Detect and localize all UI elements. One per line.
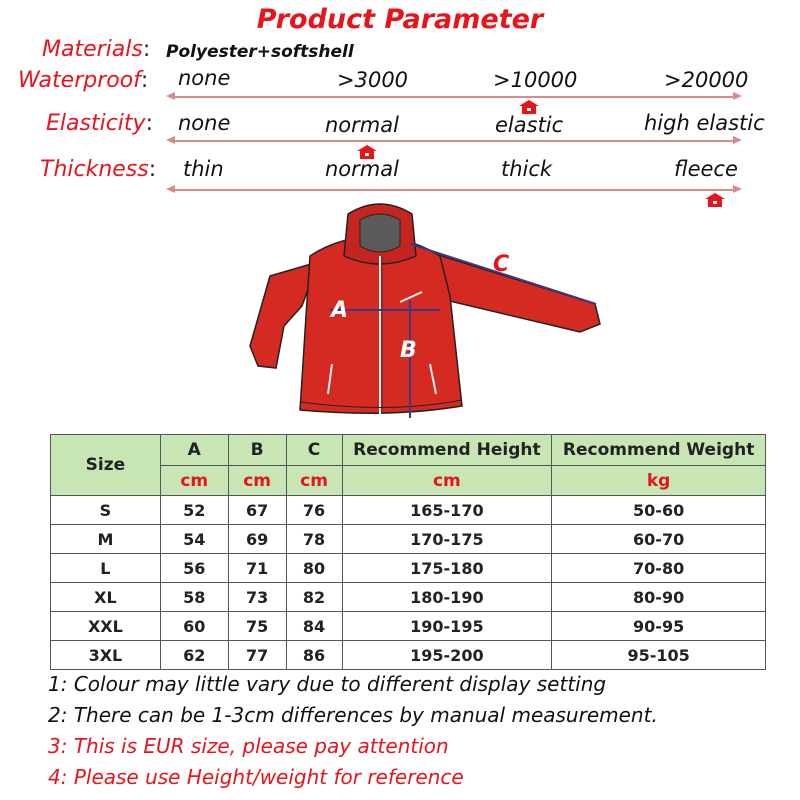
note-3: 3: This is EUR size, please pay attention (48, 734, 449, 758)
height-cell: 180-190 (342, 583, 552, 612)
table-row (51, 612, 766, 641)
a-cell: 52 (160, 496, 228, 525)
b-cell: 75 (228, 612, 286, 641)
a-cell: 54 (160, 525, 228, 554)
page-title: Product Parameter (256, 4, 544, 35)
weight-cell: 95-105 (552, 641, 766, 670)
column-header-weight: Recommend Weight (552, 435, 766, 466)
c-cell: 76 (286, 496, 342, 525)
note-4: 4: Please use Height/weight for reference (48, 765, 464, 789)
unit-b: cm (228, 466, 286, 496)
size-cell: M (51, 525, 161, 554)
size-cell: 3XL (51, 641, 161, 670)
b-cell: 73 (228, 583, 286, 612)
measure-b-label: B (400, 338, 417, 363)
column-header-a: A (160, 435, 228, 466)
table-row (51, 496, 766, 525)
waterproof-option-3000: >3000 (337, 68, 409, 92)
waterproof-option-none: none (178, 66, 231, 90)
waterproof-selected-marker-icon (519, 100, 539, 114)
height-cell: 195-200 (342, 641, 552, 670)
table-row (51, 525, 766, 554)
table-row (51, 554, 766, 583)
elasticity-option-normal: normal (325, 113, 399, 137)
height-cell: 170-175 (342, 525, 552, 554)
a-cell: 60 (160, 612, 228, 641)
unit-c: cm (286, 466, 342, 496)
thickness-option-normal: normal (325, 157, 399, 181)
weight-cell: 80-90 (552, 583, 766, 612)
elasticity-option-high-elastic: high elastic (644, 111, 765, 135)
unit-weight: kg (552, 466, 766, 496)
thickness-arrow-left (166, 185, 175, 193)
c-cell: 86 (286, 641, 342, 670)
elasticity-arrow-right (733, 136, 742, 144)
thickness-selected-marker-icon (705, 193, 725, 207)
elasticity-arrow-left (166, 136, 175, 144)
thickness-arrow-right (733, 185, 742, 193)
c-cell: 80 (286, 554, 342, 583)
elasticity-scale-line (174, 140, 734, 142)
jacket-diagram (240, 196, 610, 432)
c-cell: 84 (286, 612, 342, 641)
height-cell: 165-170 (342, 496, 552, 525)
column-header-b: B (228, 435, 286, 466)
waterproof-option-10000: >10000 (493, 68, 578, 92)
c-cell: 82 (286, 583, 342, 612)
weight-cell: 70-80 (552, 554, 766, 583)
size-cell: L (51, 554, 161, 583)
height-cell: 175-180 (342, 554, 552, 583)
column-header-height: Recommend Height (342, 435, 552, 466)
thickness-option-fleece: fleece (674, 157, 738, 181)
table-row (51, 583, 766, 612)
measure-a-label: A (331, 298, 349, 323)
size-table (50, 434, 766, 670)
materials-value: Polyester+softshell (166, 42, 354, 62)
column-header-c: C (286, 435, 342, 466)
thickness-option-thick: thick (501, 157, 553, 181)
weight-cell: 60-70 (552, 525, 766, 554)
size-cell: XXL (51, 612, 161, 641)
weight-cell: 50-60 (552, 496, 766, 525)
waterproof-arrow-right (733, 92, 742, 100)
thickness-option-thin: thin (183, 157, 224, 181)
weight-cell: 90-95 (552, 612, 766, 641)
waterproof-arrow-left (166, 92, 175, 100)
thickness-scale-line (174, 189, 734, 191)
waterproof-scale-line (174, 96, 734, 98)
waterproof-label: Waterproof: (18, 68, 149, 93)
c-cell: 78 (286, 525, 342, 554)
table-row (51, 641, 766, 670)
size-header: Size (51, 435, 161, 496)
elasticity-label: Elasticity: (46, 111, 153, 136)
thickness-label: Thickness: (40, 157, 157, 182)
b-cell: 71 (228, 554, 286, 583)
b-cell: 69 (228, 525, 286, 554)
unit-a: cm (160, 466, 228, 496)
unit-height: cm (342, 466, 552, 496)
a-cell: 62 (160, 641, 228, 670)
measure-c-label: C (493, 252, 510, 277)
size-cell: S (51, 496, 161, 525)
table-header-row (51, 435, 766, 466)
height-cell: 190-195 (342, 612, 552, 641)
a-cell: 56 (160, 554, 228, 583)
b-cell: 77 (228, 641, 286, 670)
materials-label: Materials: (42, 37, 151, 62)
elasticity-option-none: none (178, 111, 231, 135)
a-cell: 58 (160, 583, 228, 612)
waterproof-option-20000: >20000 (664, 68, 749, 92)
b-cell: 67 (228, 496, 286, 525)
elasticity-option-elastic: elastic (495, 113, 564, 137)
size-cell: XL (51, 583, 161, 612)
note-2: 2: There can be 1-3cm differences by manual measurement. (48, 703, 658, 727)
note-1: 1: Colour may little vary due to different display setting (48, 672, 607, 696)
